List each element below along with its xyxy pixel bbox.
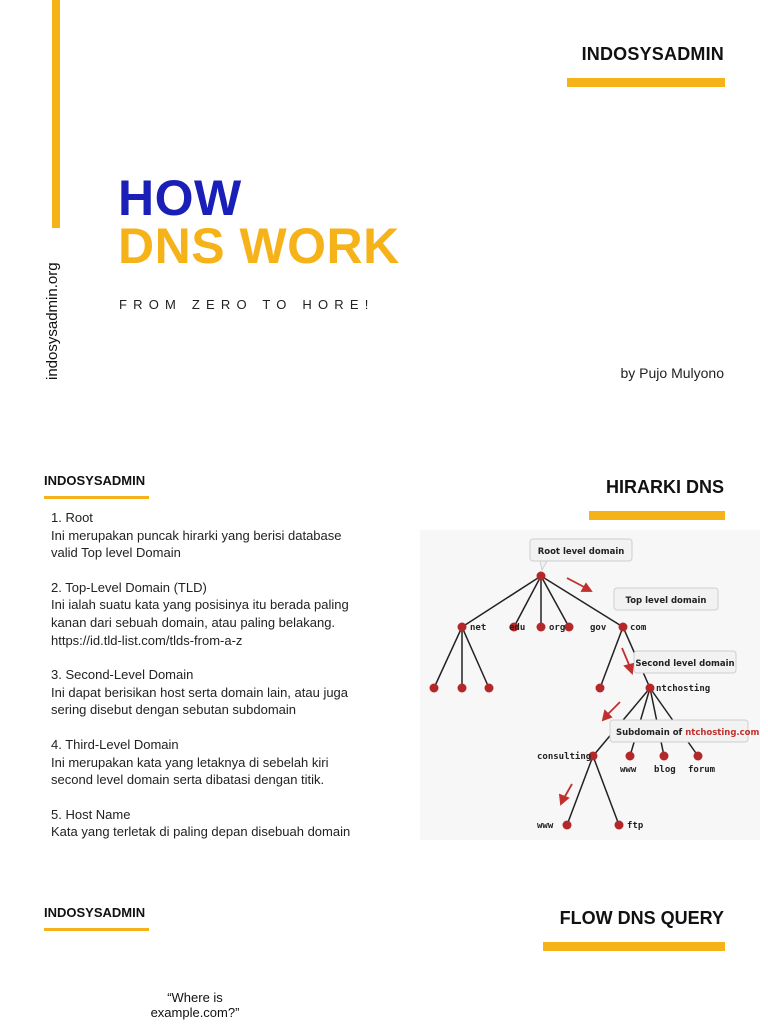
sub-label: consulting bbox=[537, 752, 592, 762]
tld-label: com bbox=[630, 623, 647, 633]
section2-brand-underline bbox=[44, 928, 149, 931]
tld-label: edu bbox=[509, 623, 526, 633]
subdomain-box bbox=[610, 720, 760, 742]
sub-label: forum bbox=[688, 765, 716, 775]
list-item: 4. Third-Level Domain Ini merupakan kata yang letaknya di sebelah kiri second level domain serta dibatasi dengan titik. bbox=[51, 736, 329, 788]
tree-node bbox=[563, 821, 572, 830]
dns-hierarchy-list bbox=[51, 509, 411, 858]
header-brand: INDOSYSADMIN bbox=[581, 44, 724, 64]
tree-node bbox=[660, 752, 669, 761]
tree-node bbox=[485, 684, 494, 693]
query-quote: “Where is example.com?” bbox=[150, 990, 240, 1020]
svg-text:Root level domain: Root level domain bbox=[537, 547, 625, 557]
tree-node bbox=[619, 623, 628, 632]
tree-node bbox=[537, 572, 546, 581]
tld-label: org bbox=[549, 623, 566, 633]
tree-node bbox=[430, 684, 439, 693]
tree-node bbox=[458, 623, 467, 632]
svg-text:Second level domain: Second level domain bbox=[635, 659, 735, 669]
section1-brand-underline bbox=[44, 496, 149, 499]
tree-node bbox=[565, 623, 574, 632]
hero-author: by Pujo Mulyono bbox=[620, 365, 724, 381]
left-accent-stripe bbox=[52, 0, 60, 228]
section1-brand: INDOSYSADMIN bbox=[44, 473, 146, 488]
list-item: 3. Second-Level Domain Ini dapat berisikan host serta domain lain, atau juga sering disebut dengan sebutan subdomain bbox=[51, 667, 349, 718]
sub-label: www bbox=[620, 765, 637, 775]
tree-node bbox=[694, 752, 703, 761]
tld-label: net bbox=[470, 623, 487, 633]
section2-title-underline bbox=[543, 942, 725, 951]
tree-node bbox=[646, 684, 655, 693]
second-level-box bbox=[634, 651, 736, 673]
svg-text:Top level domain: Top level domain bbox=[625, 596, 707, 606]
section1-title-underline bbox=[589, 511, 725, 520]
vertical-site-text: indosysadmin.org bbox=[44, 262, 61, 380]
sub-label: blog bbox=[654, 765, 676, 775]
host-label: ftp bbox=[627, 821, 644, 831]
section2-brand: INDOSYSADMIN bbox=[44, 905, 146, 920]
sld-label: ntchosting bbox=[656, 684, 711, 694]
section2-title: FLOW DNS QUERY bbox=[559, 908, 724, 928]
tree-node bbox=[626, 752, 635, 761]
tree-node bbox=[615, 821, 624, 830]
tree-node bbox=[537, 623, 546, 632]
tld-label: gov bbox=[590, 623, 607, 633]
hero-subtitle: FROM ZERO TO HORE! bbox=[119, 297, 375, 312]
top-level-box bbox=[614, 588, 718, 610]
svg-text:Subdomain of ntchosting.com: Subdomain of ntchosting.com bbox=[616, 728, 760, 738]
section1-title: HIRARKI DNS bbox=[605, 477, 724, 497]
hero-title-dns-work: DNS WORK bbox=[118, 218, 400, 274]
list-item: 2. Top-Level Domain (TLD) Ini ialah suatu kata yang posisinya itu berada paling kanan dari sebuah domain, atau paling belakang. https://id.tld-list.com/tlds-from-a-z bbox=[51, 579, 349, 648]
host-label: www bbox=[537, 821, 554, 831]
header-underline bbox=[567, 78, 725, 87]
list-item: 5. Host Name Kata yang terletak di paling depan disebuah domain bbox=[51, 806, 351, 840]
dns-hierarchy-diagram bbox=[420, 530, 760, 840]
hero-title-how: HOW bbox=[118, 170, 242, 226]
tree-node bbox=[596, 684, 605, 693]
list-item: 1. Root Ini merupakan puncak hirarki yang berisi database valid Top level Domain bbox=[51, 510, 342, 561]
tree-node bbox=[458, 684, 467, 693]
